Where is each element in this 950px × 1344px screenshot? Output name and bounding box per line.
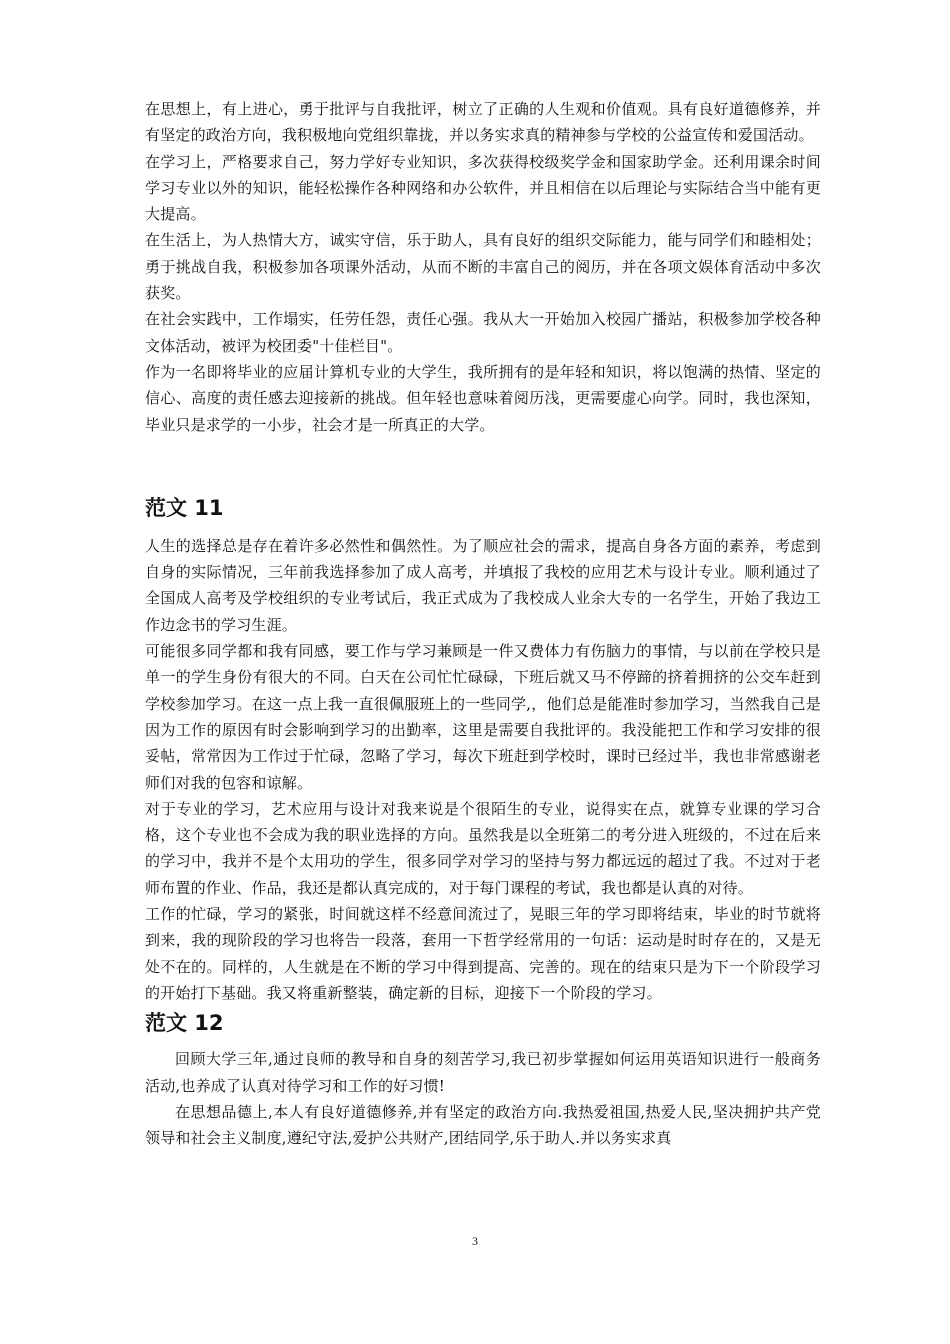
paragraph: 作为一名即将毕业的应届计算机专业的大学生，我所拥有的是年轻和知识，将以饱满的热情、坚定的信心、高度的责任感去迎接新的挑战。但年轻也意味着阅历浅，更需要虚心向学。同时，我也深知，毕业只是求学的一小步，社会才是一所真正的大学。 bbox=[145, 362, 821, 434]
paragraph: 在思想上，有上进心，勇于批评与自我批评，树立了正确的人生观和价值观。具有良好道德修养，并有坚定的政治方向，我积极地向党组织靠拢，并以务实求真的精神参与学校的公益宣传和爱国活动。 bbox=[145, 100, 821, 145]
page-content bbox=[145, 96, 821, 1151]
section-heading: 范文 12 bbox=[145, 1011, 224, 1036]
paragraph: 在生活上，为人热情大方，诚实守信，乐于助人，具有良好的组织交际能力，能与同学们和睦相处；勇于挑战自我，积极参加各项课外活动，从而不断的丰富自己的阅历，并在各项文娱体育活动中多次获奖。 bbox=[145, 231, 821, 303]
section-12 bbox=[145, 1008, 821, 1151]
section-heading: 范文 11 bbox=[145, 495, 224, 520]
paragraph: 人生的选择总是存在着许多必然性和偶然性。为了顺应社会的需求，提高自身各方面的素养，考虑到自身的实际情况，三年前我选择参加了成人高考，并填报了我校的应用艺术与设计专业。顺利通过了全国成人高考及学校组织的专业考试后，我正式成为了我校成人业余大专的一名学生，开始了我边工作边念书的学习生涯。 bbox=[145, 536, 821, 634]
page-number: 3 bbox=[472, 1234, 478, 1248]
section-11 bbox=[145, 493, 821, 1006]
paragraph: 在思想品德上,本人有良好道德修养,并有坚定的政治方向.我热爱祖国,热爱人民,坚决拥护共产党领导和社会主义制度,遵纪守法,爱护公共财产,团结同学,乐于助人.并以务实求真 bbox=[145, 1102, 821, 1148]
paragraph: 回顾大学三年,通过良师的教导和自身的刻苦学习,我已初步掌握如何运用英语知识进行一般商务活动,也养成了认真对待学习和工作的好习惯! bbox=[145, 1050, 821, 1095]
paragraph: 可能很多同学都和我有同感，要工作与学习兼顾是一件又费体力有伤脑力的事情，与以前在学校只是单一的学生身份有很大的不同。白天在公司忙忙碌碌，下班后就又马不停蹄的挤着拥挤的公交车赶到学校参加学习。在这一点上我一直很佩服班上的一些同学,，他们总是能准时参加学习，当然我自己是因为工作的原因有时会影响到学习的出勤率，这里是需要自我批评的。我没能把工作和学习安排的很妥帖，常常因为工作过于忙碌，忽略了学习，每次下班赶到学校时，课时已经过半，我也非常感谢老师们对我的包容和谅解。 bbox=[145, 642, 821, 792]
paragraph: 对于专业的学习，艺术应用与设计对我来说是个很陌生的专业，说得实在点，就算专业课的学习合格，这个专业也不会成为我的职业选择的方向。虽然我是以全班第二的考分进入班级的，不过在后来的学习中，我并不是个太用功的学生，很多同学对学习的坚持与努力都远远的超过了我。不过对于老师布置的作业、作品，我还是都认真完成的，对于每门课程的考试，我也都是认真的对待。 bbox=[145, 799, 821, 897]
paragraph: 工作的忙碌，学习的紧张，时间就这样不经意间流过了，晃眼三年的学习即将结束，毕业的时节就将到来，我的现阶段的学习也将告一段落，套用一下哲学经常用的一句话：运动是时时存在的，又是无处不在的。同样的，人生就是在不断的学习中得到提高、完善的。现在的结束只是为下一个阶段学习的开始打下基础。我又将重新整装，确定新的目标，迎接下一个阶段的学习。 bbox=[145, 905, 821, 1002]
paragraph: 在社会实践中，工作塌实，任劳任怨，责任心强。我从大一开始加入校园广播站，积极参加学校各种文体活动，被评为校团委"十佳栏目"。 bbox=[145, 310, 821, 355]
section-intro bbox=[145, 96, 821, 438]
paragraph: 在学习上，严格要求自己，努力学好专业知识，多次获得校级奖学金和国家助学金。还利用课余时间学习专业以外的知识，能轻松操作各种网络和办公软件，并且相信在以后理论与实际结合当中能有更大提高。 bbox=[145, 152, 821, 224]
